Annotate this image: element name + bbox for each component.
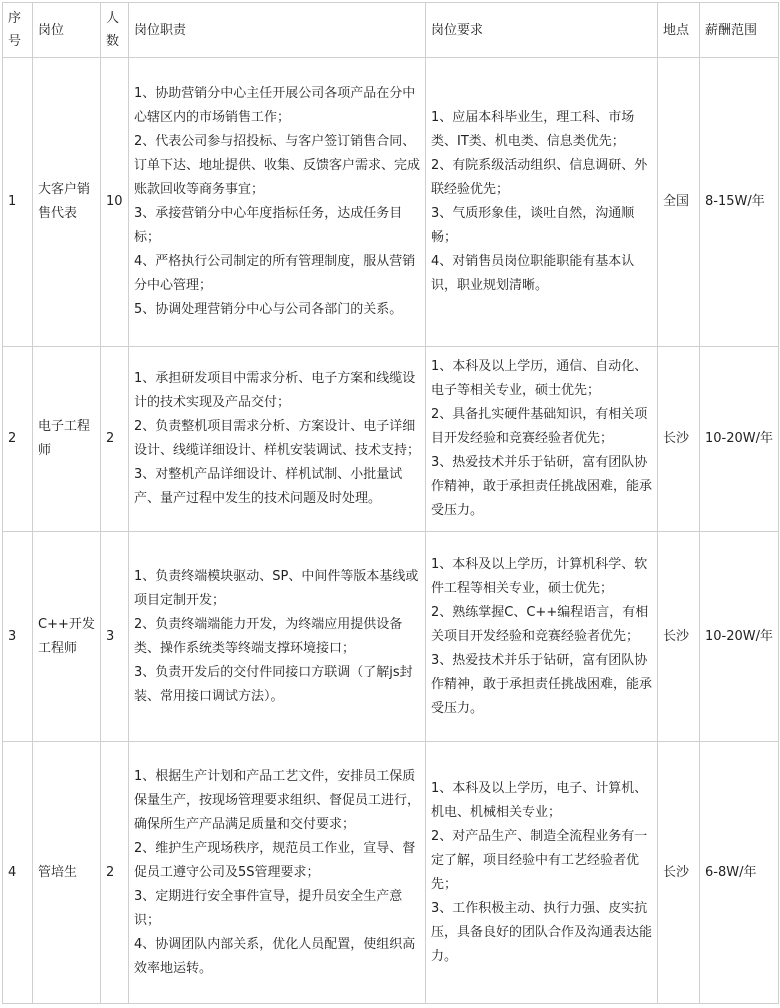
requirement-item: 3、热爱技术并乐于钻研，富有团队协作精神，敢于承担责任挑战困难，能承受压力。 (431, 652, 653, 716)
row-requirements (426, 532, 658, 742)
duty-item: 5、协调处理营销分中心与公司各部门的关系。 (134, 302, 403, 317)
row-duties (129, 347, 426, 532)
header-salary: 薪酬范围 (700, 3, 779, 58)
requirement-item: 2、熟练掌握C、C++编程语言，有相关项目开发经验和竞赛经验者优先； (431, 604, 649, 644)
duty-item: 3、负责开发后的交付件同接口方联调（了解js封装、常用接口调试方法）。 (134, 664, 413, 704)
duty-item: 3、承接营销分中心年度指标任务，达成任务目标； (134, 206, 403, 245)
row-index: 1 (3, 58, 33, 347)
row-position: 电子工程师 (33, 347, 101, 532)
header-requirements: 岗位要求 (426, 3, 658, 58)
requirement-item: 1、应届本科毕业生，理工科、市场类、IT类、机电类、信息类优先； (431, 110, 635, 149)
requirement-item: 4、对销售员岗位职能职能有基本认识，职业规划清晰。 (431, 254, 635, 293)
table-row (3, 347, 779, 532)
row-location: 长沙 (658, 347, 700, 532)
requirement-item: 3、工作积极主动、执行力强、皮实抗压，具备良好的团队合作及沟通表达能力。 (431, 900, 653, 964)
job-listing-table (2, 2, 779, 1004)
requirement-item: 3、热爱技术并乐于钻研，富有团队协作精神，敢于承担责任挑战困难，能承受压力。 (431, 455, 653, 518)
row-count: 2 (101, 347, 129, 532)
duty-item: 1、承担研发项目中需求分析、电子方案和线缆设计的技术实现及产品交付； (134, 371, 416, 410)
row-index: 2 (3, 347, 33, 532)
duty-item: 4、严格执行公司制定的所有管理制度，服从营销分中心管理； (134, 254, 416, 293)
table-row (3, 58, 779, 347)
requirement-item: 2、具备扎实硬件基础知识，有相关项目开发经验和竞赛经验者优先； (431, 407, 648, 446)
duty-item: 1、根据生产计划和产品工艺文件，安排员工保质保量生产，按现场管理要求组织、督促员工进行，确保所生产产品满足质量和交付要求； (134, 768, 421, 832)
row-requirements (426, 58, 658, 347)
requirement-item: 2、对产品生产、制造全流程业务有一定了解，项目经验中有工艺经验者优先； (431, 828, 648, 892)
header-index: 序号 (3, 3, 33, 58)
duty-item: 3、对整机产品详细设计、样机试制、小批量试产、量产过程中发生的技术问题及时处理。 (134, 467, 403, 506)
row-duties (129, 742, 426, 1004)
requirement-item: 1、本科及以上学历，计算机科学、软件工程等相关专业，硕士优先； (431, 556, 648, 596)
header-duties: 岗位职责 (129, 3, 426, 58)
duty-item: 1、负责终端模块驱动、SP、中间件等版本基线或项目定制开发； (134, 568, 419, 608)
row-salary: 8-15W/年 (700, 58, 779, 347)
duty-item: 1、协助营销分中心主任开展公司各项产品在分中心辖区内的市场销售工作； (134, 86, 416, 125)
row-requirements (426, 742, 658, 1004)
row-requirements (426, 347, 658, 532)
duty-item: 2、负责终端端能力开发，为终端应用提供设备类、操作系统类等终端支撑环境接口； (134, 616, 403, 656)
row-index: 3 (3, 532, 33, 742)
duty-item: 3、定期进行安全事件宣导，提升员安全生产意识； (134, 888, 403, 928)
row-salary: 10-20W/年 (700, 532, 779, 742)
requirement-item: 1、本科及以上学历，电子、计算机、机电、机械相关专业； (431, 780, 648, 820)
row-location: 长沙 (658, 742, 700, 1004)
requirement-item: 3、气质形象佳，谈吐自然，沟通顺畅； (431, 206, 635, 245)
table-row (3, 742, 779, 1004)
row-location: 全国 (658, 58, 700, 347)
duty-item: 2、维护生产现场秩序，规范员工作业，宣导、督促员工遵守公司及5S管理要求； (134, 840, 416, 880)
duty-item: 2、代表公司参与招投标、与客户签订销售合同、订单下达、地址提供、收集、反馈客户需求、完成账款回收等商务事宜； (134, 134, 421, 197)
row-position: C++开发工程师 (33, 532, 101, 742)
row-position: 管培生 (33, 742, 101, 1004)
row-count: 3 (101, 532, 129, 742)
requirement-item: 2、有院系级活动组织、信息调研、外联经验优先； (431, 158, 648, 197)
row-duties (129, 532, 426, 742)
row-salary: 10-20W/年 (700, 347, 779, 532)
table-row (3, 532, 779, 742)
header-count: 人数 (101, 3, 129, 58)
row-count: 2 (101, 742, 129, 1004)
row-location: 长沙 (658, 532, 700, 742)
header-row (3, 3, 779, 58)
row-salary: 6-8W/年 (700, 742, 779, 1004)
row-index: 4 (3, 742, 33, 1004)
header-position: 岗位 (33, 3, 101, 58)
row-duties (129, 58, 426, 347)
row-position: 大客户销售代表 (33, 58, 101, 347)
row-count: 10 (101, 58, 129, 347)
header-location: 地点 (658, 3, 700, 58)
duty-item: 2、负责整机项目需求分析、方案设计、电子详细设计、线缆详细设计、样机安装调试、技术支持； (134, 419, 421, 458)
requirement-item: 1、本科及以上学历，通信、自动化、电子等相关专业，硕士优先； (431, 359, 648, 398)
duty-item: 4、协调团队内部关系，优化人员配置，使组织高效率地运转。 (134, 936, 416, 976)
